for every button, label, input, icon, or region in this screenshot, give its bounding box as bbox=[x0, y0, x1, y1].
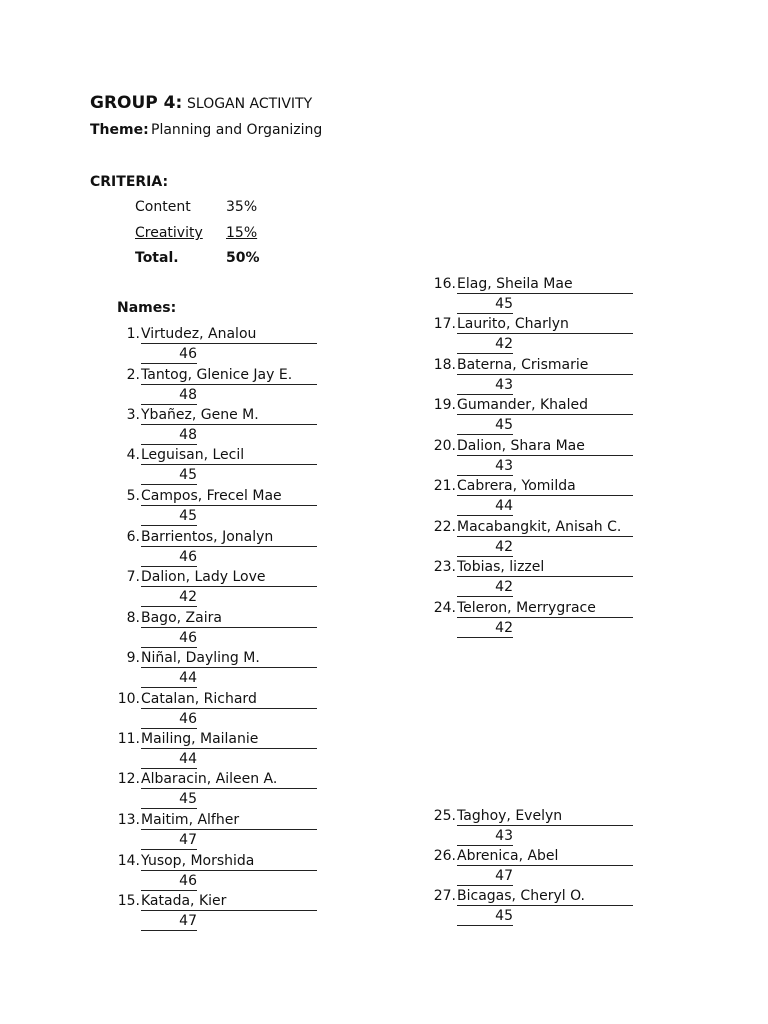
entry-score: 42 bbox=[141, 589, 197, 607]
entry-score: 42 bbox=[457, 336, 513, 354]
entry-number: 8. bbox=[126, 610, 140, 626]
entry-number: 24. bbox=[433, 600, 456, 616]
entry-score: 44 bbox=[141, 670, 197, 688]
theme-value: Planning and Organizing bbox=[151, 122, 323, 138]
entry-name: Yusop, Morshida bbox=[141, 853, 317, 871]
entry-score: 43 bbox=[457, 377, 513, 395]
entry-score: 45 bbox=[457, 908, 513, 926]
entry-score: 47 bbox=[141, 913, 197, 931]
entry-number: 11. bbox=[117, 731, 140, 747]
entry-name: Catalan, Richard bbox=[141, 691, 317, 709]
entry-name: Virtudez, Analou bbox=[141, 326, 317, 344]
entry-name: Taghoy, Evelyn bbox=[457, 808, 633, 826]
entry-name: Elag, Sheila Mae bbox=[457, 276, 633, 294]
entry-score: 46 bbox=[141, 630, 197, 648]
entry-number: 13. bbox=[117, 812, 140, 828]
names-heading: Names: bbox=[117, 300, 177, 316]
entry-score: 45 bbox=[457, 296, 513, 314]
entry-number: 10. bbox=[117, 691, 140, 707]
entry-score: 46 bbox=[141, 873, 197, 891]
criteria-content-label: Content bbox=[135, 199, 191, 215]
entry-number: 4. bbox=[126, 447, 140, 463]
entry-name: Campos, Frecel Mae bbox=[141, 488, 317, 506]
entry-number: 15. bbox=[117, 893, 140, 909]
entry-number: 25. bbox=[433, 808, 456, 824]
entry-score: 44 bbox=[457, 498, 513, 516]
entry-number: 20. bbox=[433, 438, 456, 454]
entry-name: Ybañez, Gene M. bbox=[141, 407, 317, 425]
group-title: GROUP 4: bbox=[90, 93, 183, 113]
entry-name: Maitim, Alfher bbox=[141, 812, 317, 830]
entry-name: Niñal, Dayling M. bbox=[141, 650, 317, 668]
entry-name: Katada, Kier bbox=[141, 893, 317, 911]
entry-score: 42 bbox=[457, 579, 513, 597]
entry-score: 45 bbox=[141, 508, 197, 526]
entry-number: 22. bbox=[433, 519, 456, 535]
entry-number: 19. bbox=[433, 397, 456, 413]
criteria-total-value: 50% bbox=[226, 250, 260, 266]
theme-label: Theme: bbox=[90, 122, 149, 138]
entry-score: 46 bbox=[141, 549, 197, 567]
entry-number: 6. bbox=[126, 529, 140, 545]
entry-score: 46 bbox=[141, 346, 197, 364]
entry-name: Barrientos, Jonalyn bbox=[141, 529, 317, 547]
entry-score: 48 bbox=[141, 427, 197, 445]
entry-name: Macabangkit, Anisah C. bbox=[457, 519, 633, 537]
entry-name: Baterna, Crismarie bbox=[457, 357, 633, 375]
entry-number: 16. bbox=[433, 276, 456, 292]
entry-number: 21. bbox=[433, 478, 456, 494]
criteria-creativity-value: 15% bbox=[226, 225, 258, 241]
entry-number: 26. bbox=[433, 848, 456, 864]
entry-name: Tobias, lizzel bbox=[457, 559, 633, 577]
entry-number: 23. bbox=[433, 559, 456, 575]
entry-score: 47 bbox=[457, 868, 513, 886]
entry-number: 1. bbox=[126, 326, 140, 342]
entry-name: Bago, Zaira bbox=[141, 610, 317, 628]
entry-name: Bicagas, Cheryl O. bbox=[457, 888, 633, 906]
entry-name: Albaracin, Aileen A. bbox=[141, 771, 317, 789]
entry-name: Mailing, Mailanie bbox=[141, 731, 317, 749]
entry-number: 3. bbox=[126, 407, 140, 423]
entry-number: 27. bbox=[433, 888, 456, 904]
entry-score: 44 bbox=[141, 751, 197, 769]
criteria-content-value: 35% bbox=[226, 199, 258, 215]
entry-name: Dalion, Lady Love bbox=[141, 569, 317, 587]
entry-number: 18. bbox=[433, 357, 456, 373]
entry-score: 48 bbox=[141, 387, 197, 405]
entry-number: 5. bbox=[126, 488, 140, 504]
entry-name: Dalion, Shara Mae bbox=[457, 438, 633, 456]
entry-score: 43 bbox=[457, 458, 513, 476]
entry-name: Cabrera, Yomilda bbox=[457, 478, 633, 496]
entry-score: 43 bbox=[457, 828, 513, 846]
entry-name: Gumander, Khaled bbox=[457, 397, 633, 415]
entry-name: Leguisan, Lecil bbox=[141, 447, 317, 465]
entry-score: 45 bbox=[141, 791, 197, 809]
entry-number: 9. bbox=[126, 650, 140, 666]
criteria-heading: CRITERIA: bbox=[90, 174, 169, 190]
entry-number: 17. bbox=[433, 316, 456, 332]
entry-name: Teleron, Merrygrace bbox=[457, 600, 633, 618]
entry-score: 42 bbox=[457, 620, 513, 638]
entry-score: 45 bbox=[457, 417, 513, 435]
criteria-creativity-label: Creativity bbox=[135, 225, 203, 241]
entry-name: Tantog, Glenice Jay E. bbox=[141, 367, 317, 385]
activity-title: SLOGAN ACTIVITY bbox=[187, 96, 313, 112]
entry-number: 2. bbox=[126, 367, 140, 383]
criteria-total-label: Total. bbox=[135, 250, 179, 266]
entry-score: 47 bbox=[141, 832, 197, 850]
entry-score: 42 bbox=[457, 539, 513, 557]
entry-number: 12. bbox=[117, 771, 140, 787]
entry-score: 45 bbox=[141, 467, 197, 485]
entry-number: 14. bbox=[117, 853, 140, 869]
entry-score: 46 bbox=[141, 711, 197, 729]
entry-name: Laurito, Charlyn bbox=[457, 316, 633, 334]
entry-number: 7. bbox=[126, 569, 140, 585]
entry-name: Abrenica, Abel bbox=[457, 848, 633, 866]
